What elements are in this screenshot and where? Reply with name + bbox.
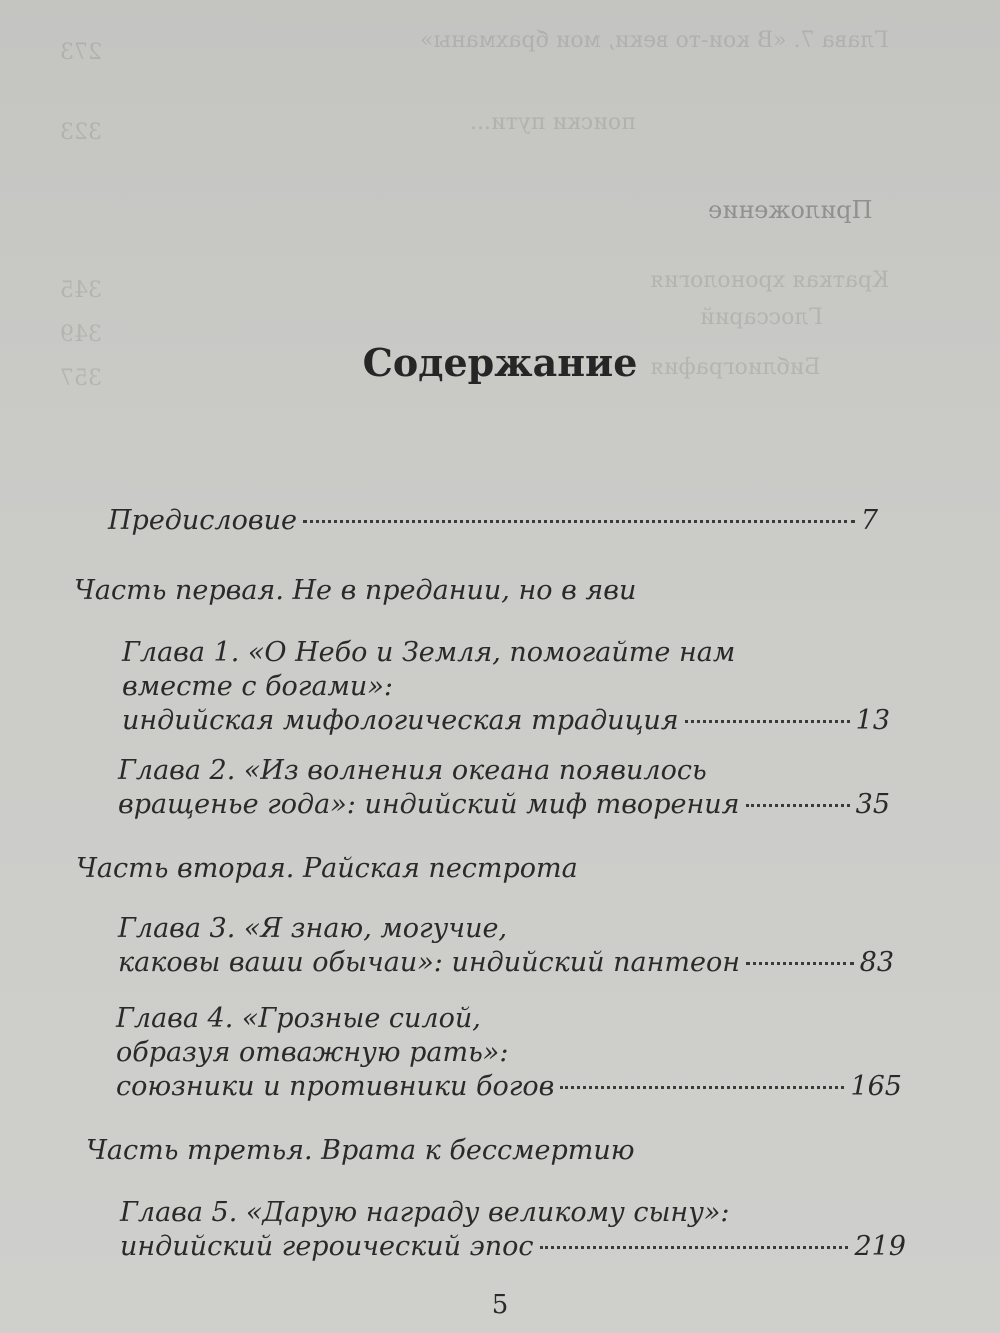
- toc-page-number: 7: [860, 505, 878, 536]
- dot-leader: [540, 1246, 849, 1249]
- toc-entry-label: союзники и противники богов: [116, 1071, 555, 1102]
- bleed-through-number: 273: [60, 40, 102, 65]
- dot-leader: [685, 720, 850, 723]
- bleed-through-line: Глоссарий: [700, 305, 823, 330]
- toc-chapter-line: Глава 1. «О Небо и Земля, помогайте нам: [122, 637, 736, 668]
- toc-entry-label: каковы ваши обычаи»: индийский пантеон: [118, 947, 741, 978]
- bleed-through-number: 323: [60, 120, 102, 145]
- bleed-through-line: Глава 7. «В кои-то веки, мои брахманы»: [420, 28, 889, 53]
- toc-entry-label: индийская мифологическая традиция: [122, 705, 679, 736]
- toc-page-number: 13: [855, 705, 890, 736]
- dot-leader: [303, 520, 855, 523]
- toc-entry-preface: [108, 504, 878, 538]
- toc-entry-label: вращенье года»: индийский миф творения: [118, 789, 740, 820]
- bleed-through-line: Библиография: [650, 355, 821, 380]
- toc-entry-chapter-1: [122, 704, 890, 738]
- page-number: 5: [491, 1290, 509, 1320]
- dot-leader: [560, 1086, 844, 1089]
- toc-page-number: 83: [859, 947, 894, 978]
- bleed-through-line: Краткая хронология: [650, 268, 890, 293]
- bleed-through-number: 357: [60, 366, 102, 391]
- dot-leader: [746, 804, 850, 807]
- toc-chapter-line: Глава 4. «Грозные силой,: [116, 1003, 481, 1034]
- toc-page-number: 35: [855, 789, 890, 820]
- toc-entry-label: Предисловие: [108, 505, 297, 536]
- toc-chapter-line: Глава 5. «Дарую награду великому сыну»:: [120, 1197, 730, 1228]
- toc-entry-label: индийский героический эпос: [120, 1231, 534, 1262]
- toc-page-number: 219: [854, 1231, 906, 1262]
- bleed-through-heading: Приложение: [708, 196, 873, 224]
- toc-entry-chapter-5: [120, 1230, 906, 1264]
- bleed-through-number: 349: [60, 322, 102, 347]
- toc-page-number: 165: [850, 1071, 902, 1102]
- toc-chapter-line: Глава 3. «Я знаю, могучие,: [118, 913, 508, 944]
- toc-part-heading: Часть вторая. Райская пестрота: [76, 853, 578, 884]
- toc-entry-chapter-4: [116, 1070, 902, 1104]
- toc-chapter-line: вместе с богами»:: [122, 671, 393, 702]
- toc-part-heading: Часть первая. Не в предании, но в яви: [74, 575, 637, 606]
- toc-entry-chapter-3: [118, 946, 894, 980]
- toc-part-heading: Часть третья. Врата к бессмертию: [86, 1135, 635, 1166]
- toc-chapter-line: Глава 2. «Из волнения океана появилось: [118, 755, 707, 786]
- page-title: Содержание: [362, 340, 638, 385]
- bleed-through-number: 345: [60, 278, 102, 303]
- dot-leader: [746, 962, 854, 965]
- toc-entry-chapter-2: [118, 788, 890, 822]
- bleed-through-line: поиски пути...: [470, 110, 636, 135]
- toc-chapter-line: образуя отважную рать»:: [116, 1037, 509, 1068]
